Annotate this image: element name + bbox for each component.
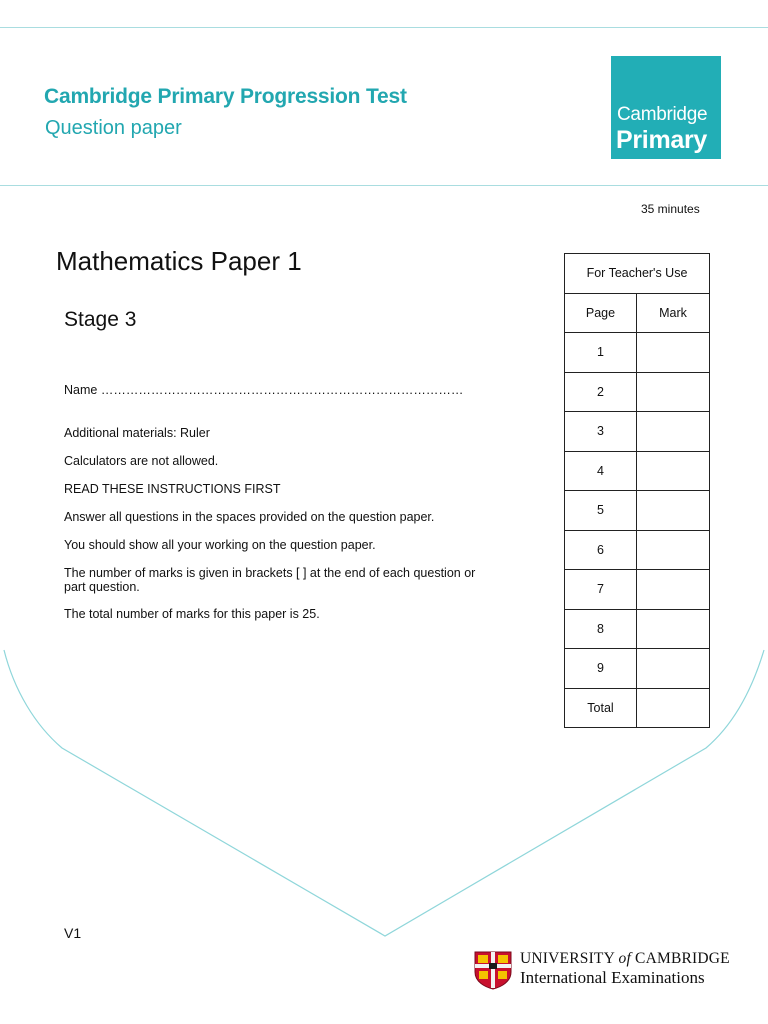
instruction-materials: Additional materials: Ruler: [64, 426, 210, 440]
header-title: Cambridge Primary Progression Test: [44, 85, 407, 108]
logo-line-1: Cambridge: [617, 104, 708, 125]
version-label: V1: [64, 925, 82, 941]
mark-cell[interactable]: [637, 451, 710, 491]
mark-cell[interactable]: [637, 372, 710, 412]
instruction-show-working: You should show all your working on the question paper.: [64, 538, 376, 552]
page-number-cell: 3: [565, 412, 637, 452]
stage-label: Stage 3: [64, 308, 137, 331]
mark-cell[interactable]: [637, 609, 710, 649]
mark-cell[interactable]: [637, 412, 710, 452]
cambridge-primary-logo: [611, 56, 721, 159]
page-number-cell: 1: [565, 333, 637, 373]
total-label-cell: Total: [565, 688, 637, 728]
page-number-cell: 9: [565, 649, 637, 689]
instruction-marks-brackets: The number of marks is given in brackets [ ] at the end of each question or part question.: [64, 566, 476, 594]
mark-cell[interactable]: [637, 649, 710, 689]
university-name: UNIVERSITY of CAMBRIDGE: [520, 950, 730, 967]
instruction-calculators: Calculators are not allowed.: [64, 454, 219, 468]
page-number-cell: 6: [565, 530, 637, 570]
instruction-answer-all: Answer all questions in the spaces provided on the question paper.: [64, 510, 435, 524]
mark-cell[interactable]: [637, 333, 710, 373]
header-subtitle: Question paper: [45, 117, 182, 139]
page-number-cell: 2: [565, 372, 637, 412]
page-number-cell: 4: [565, 451, 637, 491]
page-number-cell: 5: [565, 491, 637, 531]
total-mark-cell[interactable]: [637, 688, 710, 728]
column-header-mark: Mark: [637, 293, 710, 333]
teacher-use-title: For Teacher's Use: [565, 254, 710, 294]
university-subtitle: International Examinations: [520, 968, 705, 987]
page-number-cell: 8: [565, 609, 637, 649]
instruction-heading: READ THESE INSTRUCTIONS FIRST: [64, 482, 281, 496]
name-field[interactable]: Name ……………………………………………………………………………: [64, 383, 464, 397]
mark-cell[interactable]: [637, 570, 710, 610]
column-header-page: Page: [565, 293, 637, 333]
mark-cell[interactable]: [637, 491, 710, 531]
mark-cell[interactable]: [637, 530, 710, 570]
university-crest-icon: [473, 950, 513, 990]
instruction-total-marks: The total number of marks for this paper is 25.: [64, 607, 320, 621]
paper-title: Mathematics Paper 1: [56, 246, 302, 276]
teacher-use-table: [564, 253, 710, 728]
duration-label: 35 minutes: [641, 202, 700, 216]
logo-line-2: Primary: [616, 126, 708, 154]
page-number-cell: 7: [565, 570, 637, 610]
